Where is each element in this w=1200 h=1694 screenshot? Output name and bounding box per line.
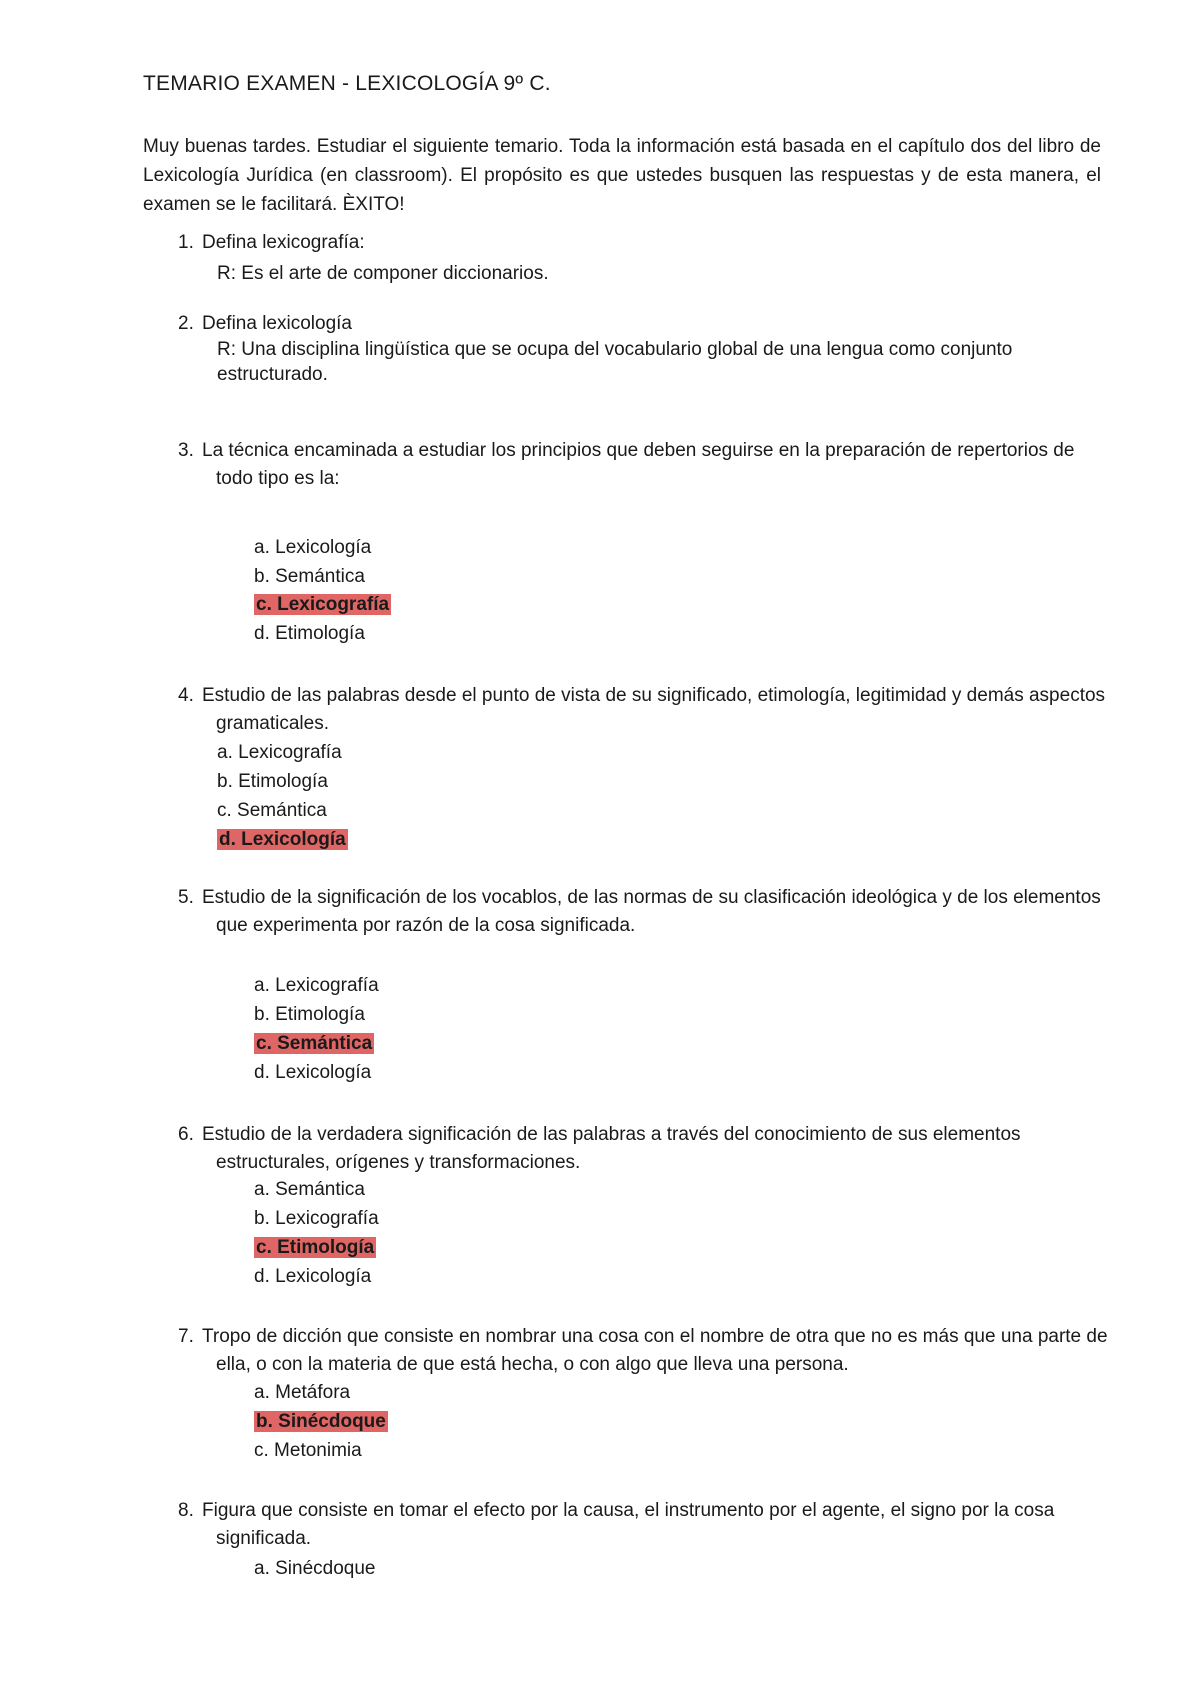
option-4a: a. Lexicografía xyxy=(217,742,342,763)
question-1 xyxy=(178,229,1108,257)
question-number: 4. xyxy=(178,685,194,706)
option-5b: b. Etimología xyxy=(254,1004,365,1025)
option-5c-correct: c. Semántica xyxy=(256,1033,373,1054)
question-number: 2. xyxy=(178,313,194,334)
question-number: 1. xyxy=(178,232,194,253)
question-text: Estudio de la significación de los vocablos, de las normas de su clasificación ideológica y de los elementos que experimenta por razón de la cosa significada. xyxy=(202,887,1101,936)
question-text: Defina lexicología xyxy=(202,313,352,334)
option-3c-correct: c. Lexicografía xyxy=(256,594,390,615)
option-6d: d. Lexicología xyxy=(254,1266,372,1287)
question-number: 5. xyxy=(178,887,194,908)
question-text: Figura que consiste en tomar el efecto por la causa, el instrumento por el agente, el signo por la cosa significada. xyxy=(202,1500,1055,1549)
question-3 xyxy=(178,437,1108,493)
option-7a: a. Metáfora xyxy=(254,1382,351,1403)
option-4c: c. Semántica xyxy=(217,800,327,821)
option-4b: b. Etimología xyxy=(217,771,328,792)
question-number: 6. xyxy=(178,1124,194,1145)
question-7 xyxy=(178,1323,1108,1379)
option-6c-correct: c. Etimología xyxy=(256,1237,375,1258)
option-5d: d. Lexicología xyxy=(254,1062,372,1083)
question-2 xyxy=(178,310,1108,338)
question-number: 8. xyxy=(178,1500,194,1521)
question-text: Estudio de las palabras desde el punto de vista de su significado, etimología, legitimidad y demás aspectos gramaticales. xyxy=(202,685,1106,734)
question-4 xyxy=(178,682,1108,738)
document-title: TEMARIO EXAMEN - LEXICOLOGÍA 9º C. xyxy=(143,72,551,95)
option-7c: c. Metonimia xyxy=(254,1440,362,1461)
option-3a: a. Lexicología xyxy=(254,537,372,558)
option-6a: a. Semántica xyxy=(254,1179,365,1200)
option-3b: b. Semántica xyxy=(254,566,365,587)
question-text: Tropo de dicción que consiste en nombrar una cosa con el nombre de otra que no es más que una parte de ella, o con la materia de que está hecha, o con algo que lleva una persona. xyxy=(202,1326,1108,1375)
option-4d-correct: d. Lexicología xyxy=(219,829,346,850)
question-text: Estudio de la verdadera significación de las palabras a través del conocimiento de sus elementos estructurales, orígenes y transformaciones. xyxy=(202,1124,1021,1173)
question-text: Defina lexicografía: xyxy=(202,232,365,253)
option-3d: d. Etimología xyxy=(254,623,365,644)
option-7b-correct: b. Sinécdoque xyxy=(256,1411,386,1432)
option-5a: a. Lexicografía xyxy=(254,975,379,996)
question-text: La técnica encaminada a estudiar los principios que deben seguirse en la preparación de repertorios de todo tipo es la: xyxy=(202,440,1075,489)
question-5 xyxy=(178,884,1108,940)
answer-1: R: Es el arte de componer diccionarios. xyxy=(217,263,549,284)
option-6b: b. Lexicografía xyxy=(254,1208,379,1229)
answer-2: R: Una disciplina lingüística que se ocupa del vocabulario global de una lengua como conjunto estructurado. xyxy=(217,339,1013,385)
intro-paragraph: Muy buenas tardes. Estudiar el siguiente temario. Toda la información está basada en el capítulo dos del libro de Lexicología Jurídica (en classroom). El propósito es que ustedes busquen las respuestas y de esta manera, el examen se le facilitará. ÈXITO! xyxy=(143,136,1101,215)
question-8 xyxy=(178,1497,1108,1553)
question-number: 7. xyxy=(178,1326,194,1347)
option-8a: a. Sinécdoque xyxy=(254,1558,376,1579)
question-6 xyxy=(178,1121,1108,1177)
question-number: 3. xyxy=(178,440,194,461)
